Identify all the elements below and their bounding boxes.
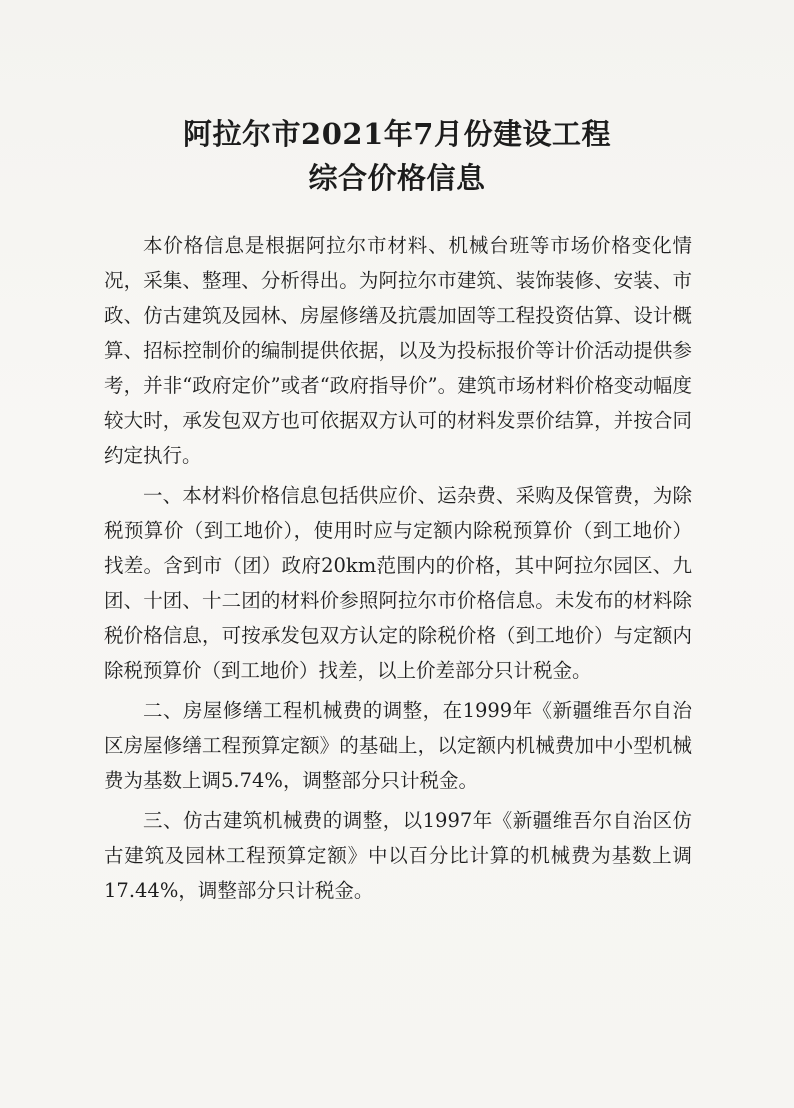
paragraph-item-3: 三、仿古建筑机械费的调整，以1997年《新疆维吾尔自治区仿古建筑及园林工程预算定额》中以百分比计算的机械费为基数上调17.44%，调整部分只计税金。 [104, 809, 692, 902]
title-line-2: 综合价格信息 [308, 161, 486, 195]
document-title [0, 112, 794, 200]
title-line-1: 阿拉尔市2021年7月份建设工程 [183, 117, 611, 151]
paragraph-item-1: 一、本材料价格信息包括供应价、运杂费、采购及保管费，为除税预算价（到工地价），使用时应与定额内除税预算价（到工地价）找差。含到市（团）政府20km范围内的价格，其中阿拉尔园区、九团、十团、十二团的材料价参照阿拉尔市价格信息。未发布的材料除税价格信息，可按承发包双方认定的除税价格（到工地价）与定额内除税预算价（到工地价）找差，以上价差部分只计税金。 [104, 484, 692, 682]
paragraph-intro: 本价格信息是根据阿拉尔市材料、机械台班等市场价格变化情况，采集、整理、分析得出。为阿拉尔市建筑、装饰装修、安装、市政、仿古建筑及园林、房屋修缮及抗震加固等工程投资估算、设计概算、招标控制价的编制提供依据，以及为投标报价等计价活动提供参考，并非“政府定价”或者“政府指导价”。建筑市场材料价格变动幅度较大时，承发包双方也可依据双方认可的材料发票价结算，并按合同约定执行。 [104, 234, 692, 467]
paragraph-item-2: 二、房屋修缮工程机械费的调整，在1999年《新疆维吾尔自治区房屋修缮工程预算定额》的基础上，以定额内机械费加中小型机械费为基数上调5.74%，调整部分只计税金。 [104, 699, 692, 792]
document-body [104, 228, 692, 908]
